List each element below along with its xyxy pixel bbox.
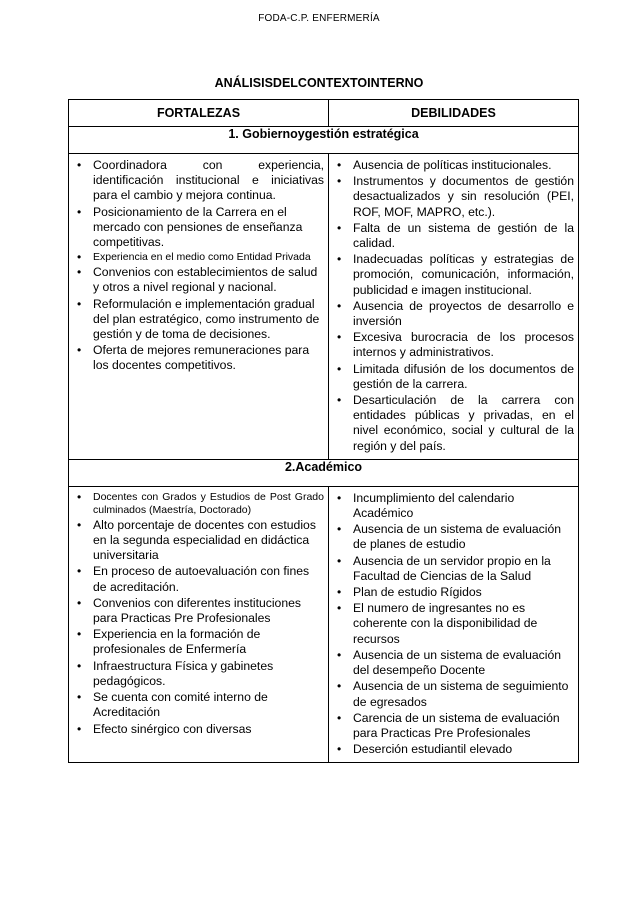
debilidades-list-gobierno — [331, 158, 574, 454]
fortalezas-cell-gobierno — [69, 154, 329, 460]
list-item: • Ausencia de un sistema de seguimiento de egresados — [331, 679, 574, 709]
document-title: ANÁLISISDELCONTEXTOINTERNO — [214, 76, 424, 90]
list-item: • Carencia de un sistema de evaluación para Practicas Pre Profesionales — [331, 711, 574, 741]
list-item: • Experiencia en la formación de profesionales de Enfermería — [71, 627, 324, 657]
list-item: • Convenios con diferentes instituciones para Practicas Pre Profesionales — [71, 596, 324, 626]
list-item: • Ausencia de un sistema de evaluación del desempeño Docente — [331, 648, 574, 678]
list-item: • Infraestructura Física y gabinetes pedagógicos. — [71, 659, 324, 689]
list-item: • Excesiva burocracia de los procesos internos y administrativos. — [331, 330, 574, 360]
list-item: • Experiencia en el medio como Entidad Privada — [71, 251, 324, 264]
fortalezas-list-academico — [71, 491, 324, 737]
section-title-academico: 2.Académico — [69, 459, 579, 486]
list-item: • Falta de un sistema de gestión de la calidad. — [331, 221, 574, 251]
list-item: • Coordinadora con experiencia, identificación institucional e iniciativas para el cambio y mejora continua. — [71, 158, 324, 204]
list-item: • El numero de ingresantes no es coherente con la disponibilidad de recursos — [331, 601, 574, 647]
debilidades-list-academico — [331, 491, 574, 757]
list-item: • Inadecuadas políticas y estrategias de promoción, comunicación, información, publicidad e imagen institucional. — [331, 252, 574, 298]
list-item: • Ausencia de un servidor propio en la Facultad de Ciencias de la Salud — [331, 554, 574, 584]
column-header-fortalezas: FORTALEZAS — [69, 100, 329, 127]
list-item: • Reformulación e implementación gradual del plan estratégico, como instrumento de gestión y de toma de decisiones. — [71, 297, 324, 343]
list-item: • Deserción estudiantil elevado — [331, 742, 574, 757]
list-item: • Ausencia de políticas institucionales. — [331, 158, 574, 173]
fortalezas-cell-academico — [69, 486, 329, 762]
section-title-gobierno: 1. Gobiernoygestión estratégica — [69, 127, 579, 154]
list-item: • Efecto sinérgico con diversas — [71, 722, 324, 737]
list-item: • Desarticulación de la carrera con entidades públicas y privadas, en el nivel económico, social y cultural de la región y del país. — [331, 393, 574, 454]
list-item: • Alto porcentaje de docentes con estudios en la segunda especialidad en didáctica universitaria — [71, 518, 324, 564]
debilidades-cell-academico — [329, 486, 579, 762]
list-item: • Posicionamiento de la Carrera en el mercado con pensiones de enseñanza competitivas. — [71, 205, 324, 251]
debilidades-cell-gobierno — [329, 154, 579, 460]
list-item: • Se cuenta con comité interno de Acreditación — [71, 690, 324, 720]
fortalezas-list-gobierno — [71, 158, 324, 374]
list-item: • Instrumentos y documentos de gestión desactualizados y sin resolución (PEI, ROF, MOF, MAPRO, etc.). — [331, 174, 574, 220]
list-item: • Convenios con establecimientos de salud y otros a nivel regional y nacional. — [71, 265, 324, 295]
list-item: • Limitada difusión de los documentos de gestión de la carrera. — [331, 362, 574, 392]
list-item: • Docentes con Grados y Estudios de Post Grado culminados (Maestría, Doctorado) — [71, 491, 324, 517]
column-header-debilidades: DEBILIDADES — [329, 100, 579, 127]
list-item: • Ausencia de proyectos de desarrollo e inversión — [331, 299, 574, 329]
foda-table — [68, 99, 579, 763]
page-header: FODA-C.P. ENFERMERÍA — [258, 13, 380, 24]
list-item: • Plan de estudio Rígidos — [331, 585, 574, 600]
list-item: • Incumplimiento del calendario Académico — [331, 491, 574, 521]
list-item: • Ausencia de un sistema de evaluación de planes de estudio — [331, 522, 574, 552]
list-item: • Oferta de mejores remuneraciones para los docentes competitivos. — [71, 343, 324, 373]
list-item: • En proceso de autoevaluación con fines de acreditación. — [71, 564, 324, 594]
